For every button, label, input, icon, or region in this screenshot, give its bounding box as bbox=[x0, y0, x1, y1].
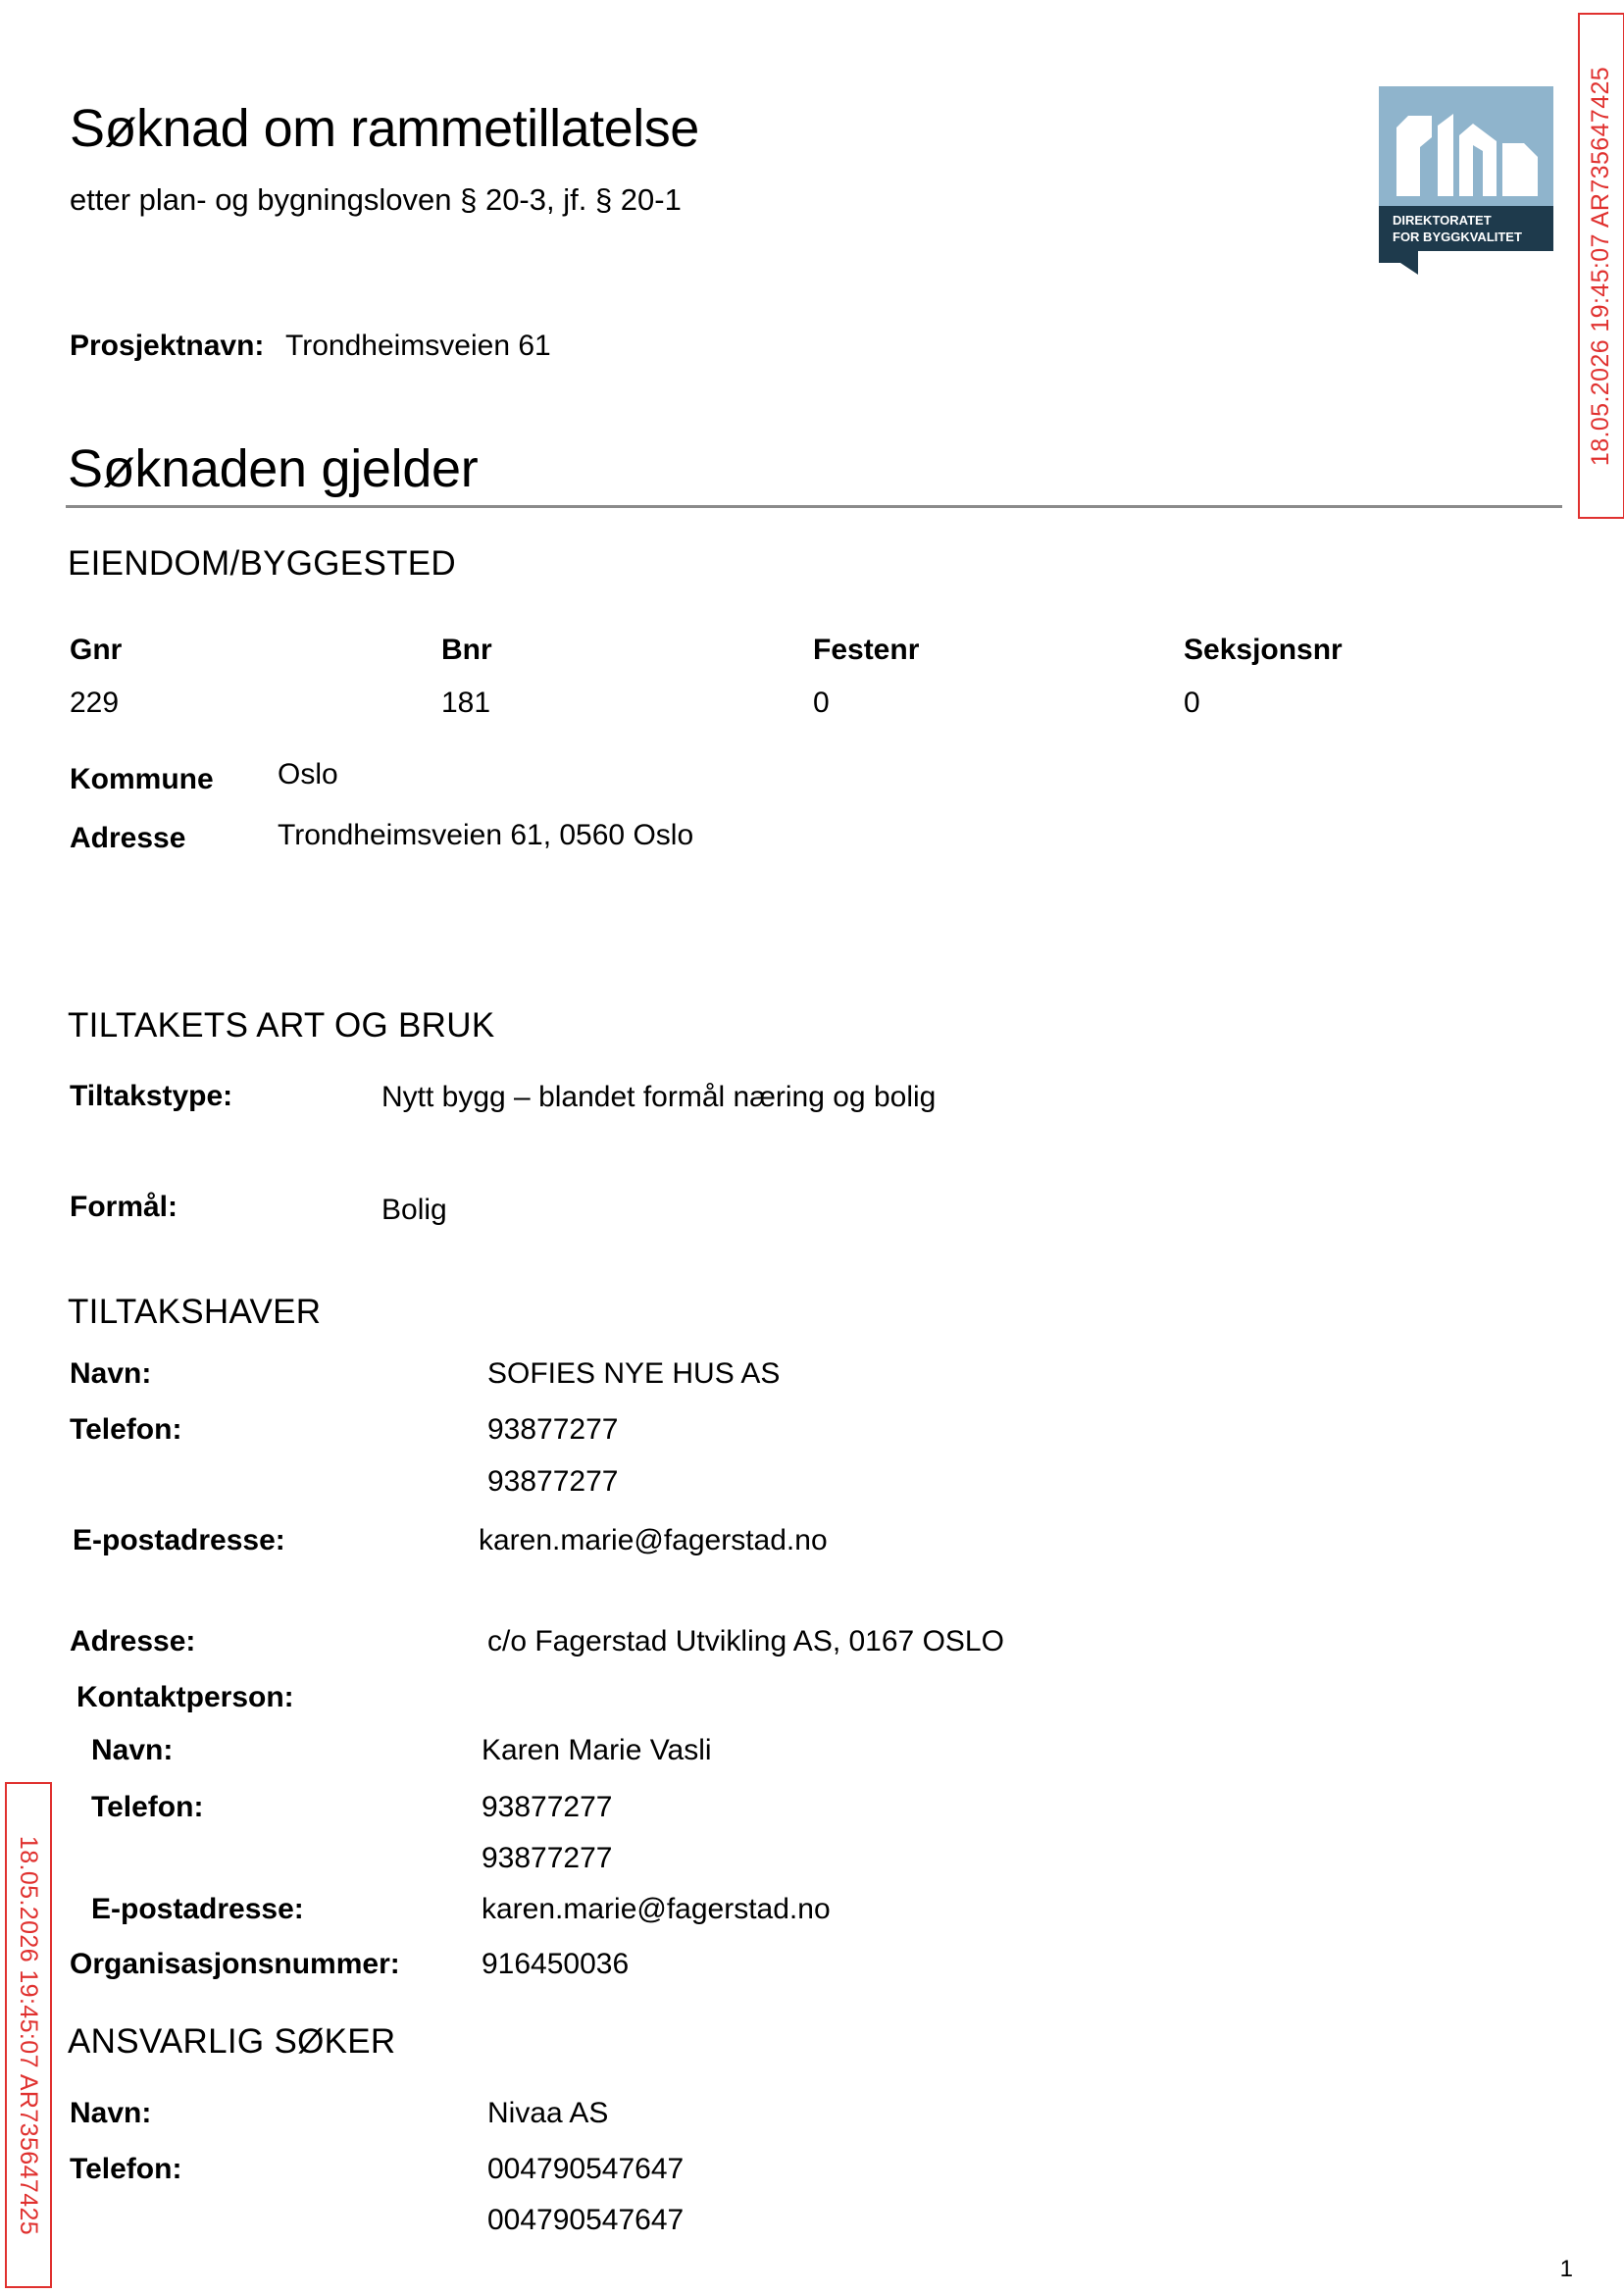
festenr-value: 0 bbox=[813, 687, 830, 719]
kontaktperson-label: Kontaktperson: bbox=[76, 1681, 294, 1713]
tiltakshaver-heading: TILTAKSHAVER bbox=[68, 1293, 322, 1331]
property-heading: EIENDOM/BYGGESTED bbox=[68, 544, 456, 583]
kp-navn-value: Karen Marie Vasli bbox=[482, 1734, 712, 1766]
th-telefon-label: Telefon: bbox=[70, 1413, 182, 1446]
th-telefon-value-1: 93877277 bbox=[487, 1413, 619, 1446]
th-epost-label: E-postadresse: bbox=[73, 1524, 285, 1556]
kp-epost-value: karen.marie@fagerstad.no bbox=[482, 1893, 831, 1925]
th-adresse-label: Adresse: bbox=[70, 1625, 196, 1657]
section-heading: Søknaden gjelder bbox=[68, 439, 479, 498]
th-telefon-value-2: 93877277 bbox=[487, 1465, 619, 1498]
stamp-bottom-text: 18.05.2026 19:45:07 AR735647425 bbox=[15, 1835, 43, 2235]
th-adresse-value: c/o Fagerstad Utvikling AS, 0167 OSLO bbox=[487, 1625, 1004, 1657]
as-telefon-value-1: 004790547647 bbox=[487, 2153, 685, 2185]
th-navn-value: SOFIES NYE HUS AS bbox=[487, 1357, 781, 1390]
formal-label: Formål: bbox=[70, 1191, 178, 1223]
ansvarlig-heading: ANSVARLIG SØKER bbox=[68, 2022, 396, 2061]
seksjonsnr-label: Seksjonsnr bbox=[1184, 634, 1343, 666]
th-epost-value: karen.marie@fagerstad.no bbox=[479, 1524, 828, 1556]
tiltakstype-value: Nytt bygg – blandet formål næring og bolig bbox=[381, 1081, 937, 1113]
kommune-label: Kommune bbox=[70, 763, 214, 795]
dibk-logo-icon bbox=[1379, 86, 1553, 275]
adresse-value: Trondheimsveien 61, 0560 Oslo bbox=[278, 819, 694, 851]
tiltak-heading: TILTAKETS ART OG BRUK bbox=[68, 1006, 495, 1045]
kp-telefon-label: Telefon: bbox=[91, 1791, 204, 1823]
gnr-label: Gnr bbox=[70, 634, 123, 666]
adresse-label: Adresse bbox=[70, 822, 186, 854]
bnr-label: Bnr bbox=[441, 634, 492, 666]
kp-telefon-value-2: 93877277 bbox=[482, 1842, 613, 1874]
kommune-value: Oslo bbox=[278, 758, 338, 790]
org-value: 916450036 bbox=[482, 1948, 630, 1980]
logo-text-line2: FOR BYGGKVALITET bbox=[1393, 229, 1522, 244]
kp-navn-label: Navn: bbox=[91, 1734, 174, 1766]
gnr-value: 229 bbox=[70, 687, 120, 719]
kp-epost-label: E-postadresse: bbox=[91, 1893, 304, 1925]
page-number: 1 bbox=[1559, 2256, 1573, 2282]
seksjonsnr-value: 0 bbox=[1184, 687, 1200, 719]
formal-value: Bolig bbox=[381, 1194, 447, 1226]
festenr-label: Festenr bbox=[813, 634, 920, 666]
document-title: Søknad om rammetillatelse bbox=[70, 99, 699, 158]
tiltakstype-label: Tiltakstype: bbox=[70, 1080, 233, 1112]
org-label: Organisasjonsnummer: bbox=[70, 1948, 400, 1980]
th-navn-label: Navn: bbox=[70, 1357, 152, 1390]
logo-text-line1: DIREKTORATET bbox=[1393, 213, 1492, 228]
section-divider bbox=[66, 505, 1562, 508]
stamp-bottom bbox=[5, 1782, 52, 2288]
kp-telefon-value-1: 93877277 bbox=[482, 1791, 613, 1823]
stamp-top bbox=[1578, 13, 1624, 519]
stamp-top-text: 18.05.2026 19:45:07 AR735647425 bbox=[1587, 66, 1615, 466]
project-value: Trondheimsveien 61 bbox=[285, 330, 551, 362]
as-navn-value: Nivaa AS bbox=[487, 2097, 609, 2129]
as-telefon-value-2: 004790547647 bbox=[487, 2204, 685, 2236]
as-navn-label: Navn: bbox=[70, 2097, 152, 2129]
as-telefon-label: Telefon: bbox=[70, 2153, 182, 2185]
bnr-value: 181 bbox=[441, 687, 491, 719]
project-label: Prosjektnavn: bbox=[70, 330, 265, 362]
document-subtitle: etter plan- og bygningsloven § 20-3, jf. § 20-1 bbox=[70, 182, 682, 217]
